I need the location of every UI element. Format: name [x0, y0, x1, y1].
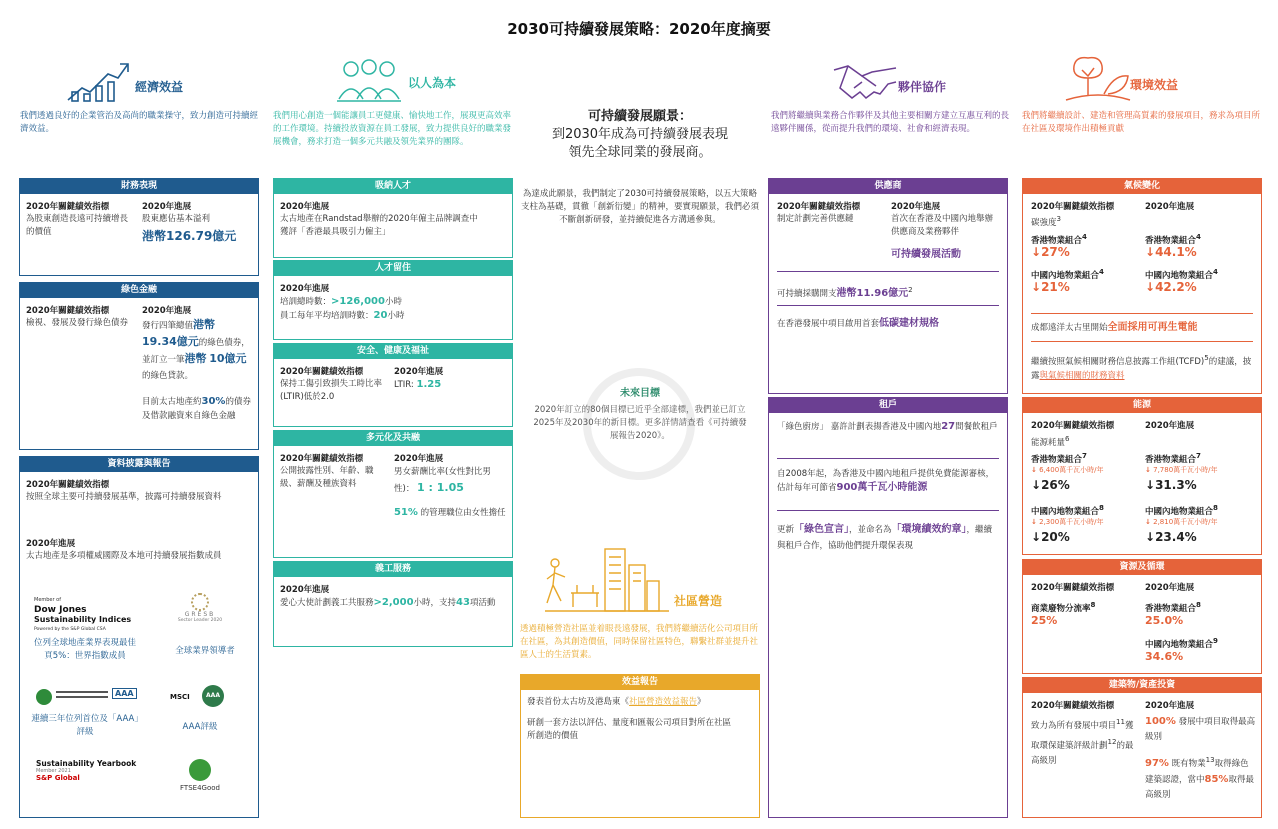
fin-box	[19, 178, 259, 276]
safety-kpi-label: 2020年關鍵績效指標	[280, 367, 364, 377]
fin-prog-label: 2020年進展	[142, 202, 192, 212]
waste-v3: 34.6%	[1145, 650, 1184, 663]
green-prog-1: 發行四筆總值港幣 19.34億元的綠色債券，並訂立一筆港幣 10億元的綠色貸款。	[142, 318, 250, 381]
supply-kpi-label: 2020年關鍵績效指標	[777, 202, 861, 212]
climate-bar: 氣候變化	[1023, 179, 1261, 194]
climate-v4: ↓42.2%	[1145, 280, 1197, 294]
gresb-logo: GRESB Sector Leader 2020	[170, 593, 230, 623]
supply-kpi: 制定計劃完善供應鏈	[777, 214, 854, 224]
fin-bar: 財務表現	[20, 179, 258, 194]
disc-kpi: 按照全球主要可持續發展基準，披露可持續發展資料	[26, 492, 222, 502]
vision-line1: 到2030年成為可持續發展表現	[551, 127, 729, 142]
pillar-people-title: 以人為本	[408, 76, 457, 90]
vision-heading: 可持續發展願景：	[587, 109, 692, 124]
div-kpi-label: 2020年關鍵績效指標	[280, 454, 364, 464]
div-prog-2: 51% 的管理職位由女性擔任	[394, 507, 506, 518]
energy-cn-label: 中國內地物業組合$^8$	[1031, 503, 1104, 517]
ftse-logo: FTSE4Good	[180, 759, 220, 792]
impact-box	[520, 674, 760, 818]
tenant-line1: 「綠色廚房」 嘉許計劃表揚香港及中國內地27間餐飲租戶	[777, 421, 998, 432]
supply-prog-label: 2020年進展	[891, 202, 941, 212]
vol-box	[273, 561, 513, 647]
energy-e4: ↓ 2,810萬千瓦小時/年	[1145, 518, 1218, 526]
vol-bar: 義工服務	[274, 562, 512, 577]
arrow-down-icon: ↓	[1031, 478, 1042, 492]
div-bar: 多元化及共融	[274, 431, 512, 446]
energy-e2: ↓ 7,780萬千瓦小時/年	[1145, 466, 1218, 474]
div-kpi: 公開披露性別、年齡、職級、薪酬及種族資料	[280, 466, 374, 489]
disc-prog-label: 2020年進展	[26, 539, 76, 549]
retain-box	[273, 260, 513, 340]
green-kpi: 檢視、發展及發行綠色債券	[26, 318, 129, 328]
supply-bar: 供應商	[769, 179, 1007, 194]
retain-line2: 員工每年平均培訓時數：20小時	[280, 310, 405, 321]
fin-kpi: 為股東創造長遠可持續增長的價值	[26, 214, 129, 237]
climate-box	[1022, 178, 1262, 394]
waste-hk-label: 香港物業組合$^8$	[1145, 600, 1201, 614]
climate-hk-label-2: 香港物業組合$^4$	[1145, 232, 1201, 246]
energy-cn-label-2: 中國內地物業組合$^8$	[1145, 503, 1218, 517]
climate-cn-label-2: 中國內地物業組合$^4$	[1145, 267, 1218, 281]
fin-prog-value: 港幣126.79億元	[142, 229, 237, 243]
djsi-logo: Member of Dow Jones Sustainability Indices Powered by the S&P Global CSA	[34, 597, 132, 632]
talent-prog-label: 2020年進展	[280, 202, 330, 212]
vol-prog-label: 2020年進展	[280, 585, 330, 595]
energy-e3: ↓ 2,300萬千瓦小時/年	[1031, 518, 1104, 526]
energy-hk-label: 香港物業組合$^7$	[1031, 451, 1087, 465]
div-box	[273, 430, 513, 558]
community-icon	[543, 545, 673, 615]
impact-line1: 發表首份太古坊及港島東《社區營造效益報告》	[527, 697, 706, 707]
bldg-prog-1: 100% 發展中項目取得最高級別	[1145, 716, 1256, 742]
sp-yearbook-logo: Sustainability Yearbook Member 2021 S&P Global	[36, 759, 137, 782]
fin-prog-text: 股東應佔基本溢利	[142, 214, 211, 224]
hk-index-caption: 連續三年位列首位及「AAA」評級	[31, 714, 139, 737]
energy-kpi-label: 2020年關鍵績效指標	[1031, 421, 1115, 431]
energy-hk-label-2: 香港物業組合$^7$	[1145, 451, 1201, 465]
pillar-community-title: 社區營造	[674, 594, 723, 608]
waste-bar: 資源及循環	[1023, 560, 1261, 575]
impact-line2: 研創一套方法以評估、量度和匯報公司項目對所在社區所創造的價值	[527, 718, 732, 741]
energy-v1: ↓26%	[1031, 478, 1070, 492]
arrow-down-icon: ↓	[1145, 530, 1156, 544]
green-kpi-label: 2020年關鍵績效指標	[26, 306, 110, 316]
msci-caption: AAA評級	[182, 722, 218, 732]
arrow-down-icon: ↓	[1031, 466, 1037, 474]
climate-cn-label: 中國內地物業組合$^4$	[1031, 267, 1104, 281]
talent-prog: 太古地產在Randstad舉辦的2020年僱主品牌調查中獲評「香港最具吸引力僱主」	[280, 214, 478, 237]
bldg-box	[1022, 677, 1262, 818]
bldg-prog-label: 2020年進展	[1145, 701, 1195, 711]
tenant-bar: 租戶	[769, 398, 1007, 413]
arrow-down-icon: ↓	[1145, 245, 1156, 259]
talent-box	[273, 178, 513, 258]
arrow-down-icon: ↓	[1145, 466, 1151, 474]
impact-report-link[interactable]: 社區營造效益報告	[629, 697, 698, 707]
retain-bar: 人才留住	[274, 261, 512, 276]
disc-prog: 太古地產是多項權威國際及本地可持續發展指數成員	[26, 551, 222, 561]
arrow-down-icon: ↓	[1031, 518, 1037, 526]
fin-kpi-label: 2020年關鍵績效指標	[26, 202, 110, 212]
arrow-down-icon: ↓	[1145, 478, 1156, 492]
bldg-kpi-label: 2020年關鍵績效指標	[1031, 701, 1115, 711]
energy-kpi: 能源耗量$^6$	[1031, 434, 1070, 448]
div-prog-1: 男女薪酬比率(女性對比男性)： 1 : 1.05	[394, 467, 491, 494]
climate-kpi: 碳強度$^3$	[1031, 214, 1062, 228]
energy-v4: ↓23.4%	[1145, 530, 1197, 544]
disc-kpi-label: 2020年關鍵績效指標	[26, 480, 110, 490]
energy-e1: ↓ 6,400萬千瓦小時/年	[1031, 466, 1104, 474]
supply-box	[768, 178, 1008, 394]
arrow-down-icon: ↓	[1031, 280, 1042, 294]
pillar-people-desc: 我們用心創造一個能讓員工更健康、愉快地工作，展現更高效率的工作環境。持續投放資源在員工發展，致力提供良好的職業發展機會，務求打造一個多元共融及領先業界的團隊。	[273, 111, 512, 147]
waste-box	[1022, 559, 1262, 674]
arrow-down-icon: ↓	[1145, 280, 1156, 294]
safety-box	[273, 343, 513, 427]
waste-v2: 25.0%	[1145, 614, 1184, 627]
pillar-env-desc: 我們將繼續設計、建造和管理高質素的發展項目，務求為項目所在社區及環境作出積極貢獻	[1022, 111, 1261, 134]
safety-prog-label: 2020年進展	[394, 367, 444, 377]
pillar-partner-desc: 我們將繼續與業務合作夥伴及其他主要相關方建立互惠互利的長遠夥伴關係，從而提升我們的環境、社會和經濟表現。	[771, 111, 1010, 134]
vision-line2: 領先全球同業的發展商。	[568, 145, 712, 160]
energy-prog-label: 2020年進展	[1145, 421, 1195, 431]
gresb-caption: 全球業界領導者	[175, 646, 235, 656]
climate-tcfd: 繼續按照氣候相關財務信息披露工作組(TCFD)$^5$的建議，披露與氣候相關的財務資料	[1031, 353, 1252, 381]
future-text: 2020年訂立的80個目標已近乎全部達標，我們並已訂立2025年及2030年的新目標。更多詳情請查看《可持續發展報告2020》。	[533, 405, 747, 441]
arrow-down-icon: ↓	[1031, 245, 1042, 259]
green-prog-label: 2020年進展	[142, 306, 192, 316]
pillar-eco-title: 經濟效益	[135, 80, 184, 94]
climate-prog-label: 2020年進展	[1145, 202, 1195, 212]
waste-cn-label: 中國內地物業組合$^9$	[1145, 636, 1218, 650]
tree-leaf-icon	[1064, 54, 1132, 104]
energy-v2: ↓31.3%	[1145, 478, 1197, 492]
djsi-caption: 位列全球地產業界表現最佳頁5%：世界指數成員	[33, 638, 136, 661]
page-title: 2030可持續發展策略：2020年度摘要	[507, 20, 771, 38]
supply-prog-value: 可持續發展活動	[891, 249, 961, 260]
pillar-eco-desc: 我們透過良好的企業管治及高尚的職業操守，致力創造可持續經濟效益。	[20, 111, 259, 134]
bldg-kpi: 致力為所有發展中項目$^{11}$獲取環保建築評級計劃$^{12}$的最高級別	[1031, 717, 1134, 766]
waste-kpi-label: 2020年關鍵績效指標	[1031, 583, 1115, 593]
bldg-prog-2: 97% 既有物業$^{13}$取得綠色建築認證，當中85%取得最高級別	[1145, 755, 1254, 800]
impact-bar: 效益報告	[521, 675, 759, 690]
climate-v1: ↓27%	[1031, 245, 1070, 259]
energy-box	[1022, 397, 1262, 555]
climate-v2: ↓44.1%	[1145, 245, 1197, 259]
msci-logo: MSCI AAA	[170, 685, 230, 713]
arrow-down-icon: ↓	[1145, 518, 1151, 526]
people-icon	[335, 55, 403, 103]
tenant-box	[768, 397, 1008, 818]
climate-re: 成都遠洋太古里開始全面採用可再生電能	[1031, 322, 1198, 333]
waste-v1: 25%	[1031, 614, 1058, 627]
green-bar: 綠色金融	[20, 283, 258, 298]
bldg-bar: 建築物/資產投資	[1023, 678, 1261, 693]
waste-prog-label: 2020年進展	[1145, 583, 1195, 593]
safety-prog: LTIR: 1.25	[394, 379, 442, 390]
waste-kpi: 商業廢物分流率$^8$	[1031, 600, 1096, 614]
green-box	[19, 282, 259, 450]
retain-line1: 培訓總時數：>126,000小時	[280, 296, 402, 307]
talent-bar: 吸納人才	[274, 179, 512, 194]
pillar-env-title: 環境效益	[1130, 78, 1179, 92]
supply-line3: 在香港發展中項目啟用首套低碳建材規格	[777, 318, 940, 329]
safety-bar: 安全、健康及福祉	[274, 344, 512, 359]
green-prog-2: 目前太古地產約30%的債券及借款融資來自綠色金融	[142, 396, 251, 421]
climate-kpi-label: 2020年關鍵績效指標	[1031, 202, 1115, 212]
tcfd-link[interactable]: 與氣候相關的財務資料	[1039, 370, 1125, 381]
vol-prog: 愛心大使計劃義工共服務>2,000小時，支持43項活動	[280, 597, 496, 608]
retain-prog-label: 2020年進展	[280, 284, 330, 294]
tenant-line2: 自2008年起，為香港及中國內地租戶提供免費能源審核，估計每年可節省900萬千瓦小時能源	[777, 469, 995, 493]
climate-v3: ↓21%	[1031, 280, 1070, 294]
safety-kpi: 保持工傷引致損失工時比率(LTIR)低於2.0	[280, 379, 383, 402]
growth-chart-icon	[64, 58, 132, 104]
handshake-icon	[832, 58, 898, 102]
div-prog-label: 2020年進展	[394, 454, 444, 464]
pillar-partner-title: 夥伴協作	[898, 80, 947, 94]
climate-hk-label: 香港物業組合$^4$	[1031, 232, 1087, 246]
tenant-line3: 更新「綠色宣言」，並命名為「環境績效約章」，繼續與租戶合作，協助他們提升環保表現	[777, 524, 993, 551]
disc-bar: 資料披露與報告	[20, 457, 258, 472]
arrow-down-icon: ↓	[1031, 530, 1042, 544]
energy-v3: ↓20%	[1031, 530, 1070, 544]
vision-intro: 為達成此願景，我們制定了2030可持續發展策略，以五大策略支柱為基礎，貫徹「創新衍變」的精神，要實現願景，我們必須不斷創新研發，並持續促進各方溝通參與。	[520, 189, 759, 225]
supply-line2: 可持續採購開支港幣11.96億元$^2$	[777, 285, 913, 299]
hk-index-logo: AAA	[36, 687, 136, 709]
supply-prog: 首次在香港及中國內地舉辦供應商及業務夥伴	[891, 214, 994, 237]
disc-box	[19, 456, 259, 818]
pillar-community-desc: 透過積極營造社區並着眼長遠發展，我們將繼續活化公司項目所在社區，為其創造價值，同時保留社區特色，聯繫社群並提升社區人士的生活質素。	[520, 624, 759, 660]
future-heading: 未來目標	[620, 388, 660, 399]
energy-bar: 能源	[1023, 398, 1261, 413]
